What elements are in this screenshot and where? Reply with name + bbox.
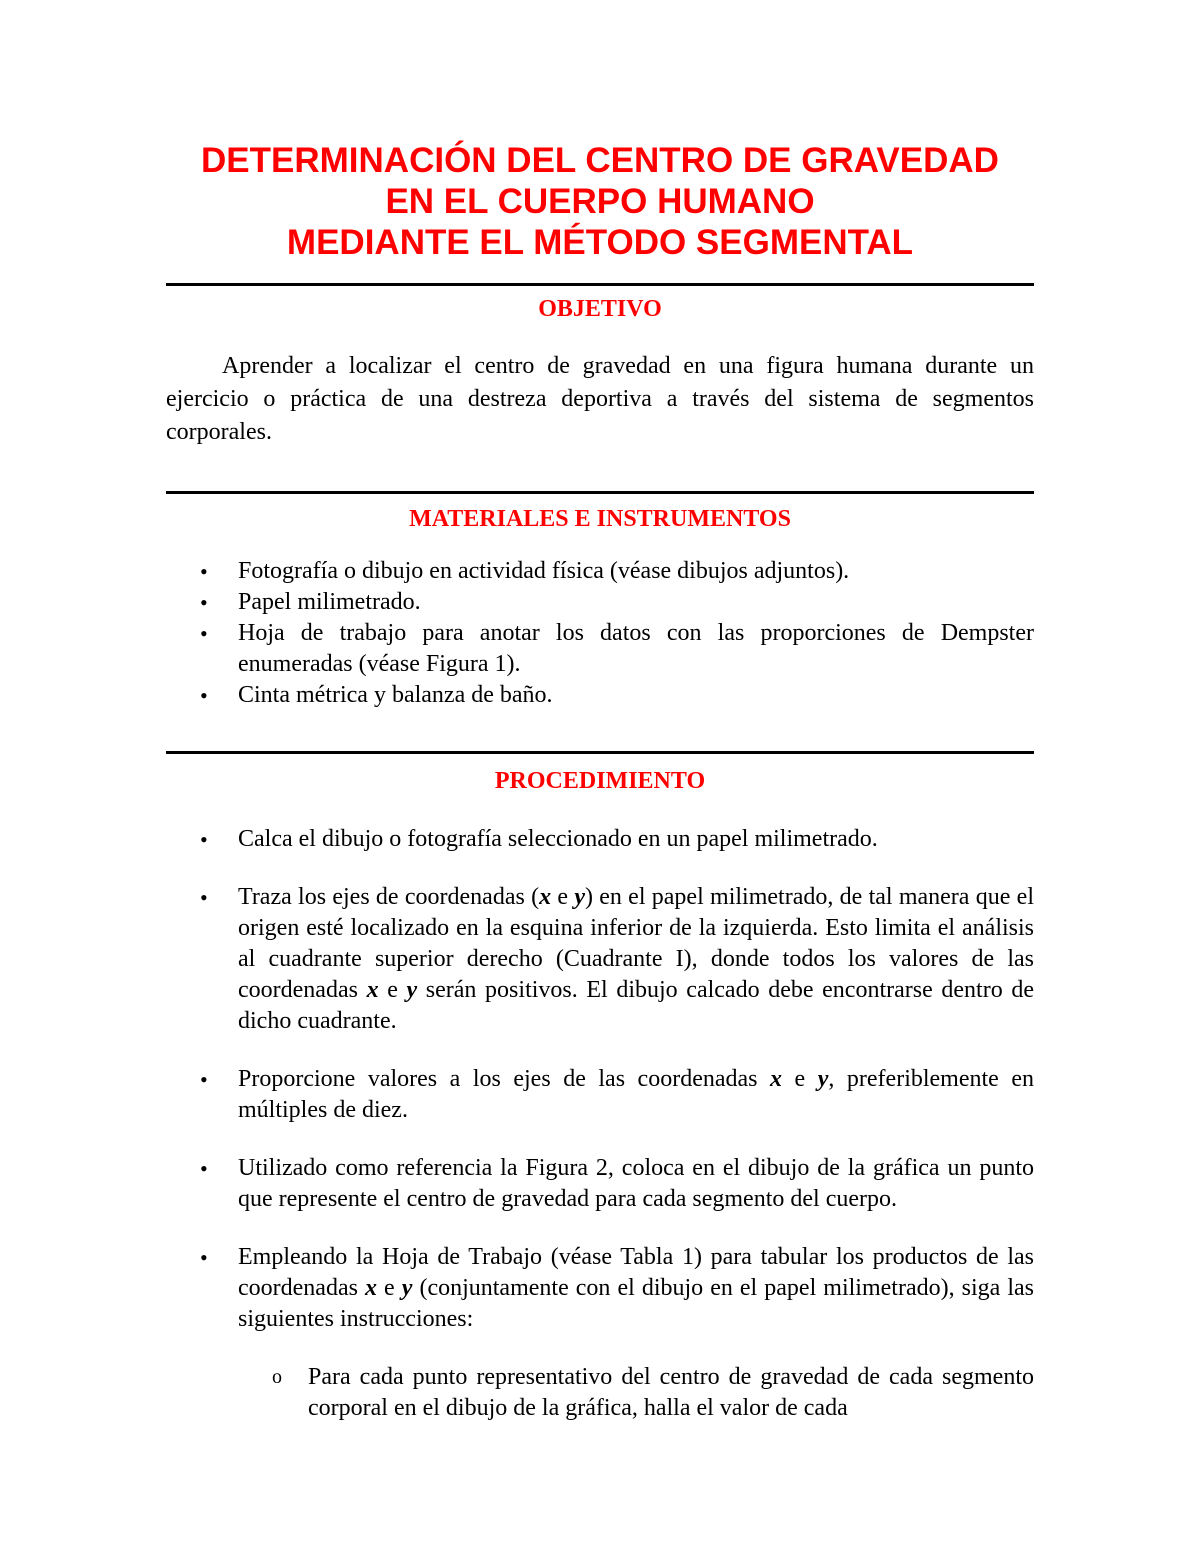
step-text: , preferiblemente en múltiples de diez. [238, 1066, 1034, 1123]
document-title [166, 140, 1034, 263]
variable-y: y [401, 1275, 413, 1301]
section-divider [166, 491, 1034, 494]
circle-bullet-icon: o [272, 1366, 282, 1388]
variable-x: x [539, 884, 552, 910]
bullet-icon: • [200, 590, 208, 615]
procedimiento-list [166, 824, 1034, 1424]
step-text: Proporcione valores a los ejes de las coordenadas [238, 1066, 771, 1092]
sub-list-item [238, 1362, 1034, 1424]
bullet-icon: • [200, 885, 208, 910]
list-item-text: Papel milimetrado. [238, 589, 421, 615]
sub-item-text: Para cada punto representativo del centro de gravedad de cada segmento corporal en el dibujo de la gráfica, halla el valor de cada [308, 1364, 1034, 1421]
materiales-list [166, 556, 1034, 711]
section-divider [166, 751, 1034, 754]
objetivo-heading: OBJETIVO [538, 296, 662, 322]
step-text: e [551, 884, 575, 910]
list-item [166, 587, 1034, 618]
procedure-step [166, 1153, 1034, 1215]
variable-y: y [406, 977, 418, 1003]
list-item [166, 618, 1034, 680]
variable-y: y [574, 884, 585, 910]
materiales-heading: MATERIALES E INSTRUMENTOS [409, 506, 791, 532]
step-text: e [378, 977, 407, 1003]
step-text: Calca el dibujo o fotografía seleccionado en un papel milimetrado. [238, 826, 878, 852]
step-text: (conjuntamente con el dibujo en el papel milimetrado), siga las siguientes instrucciones: [238, 1275, 1034, 1332]
list-item [166, 680, 1034, 711]
bullet-icon: • [200, 827, 208, 852]
bullet-icon: • [200, 621, 208, 646]
step-text: serán positivos. El dibujo calcado debe encontrarse dentro de dicho cuadrante. [238, 977, 1034, 1034]
variable-y: y [817, 1066, 829, 1092]
list-item-text: Cinta métrica y balanza de baño. [238, 682, 553, 708]
document-page [166, 140, 1034, 1424]
variable-x: x [366, 977, 379, 1003]
bullet-icon: • [200, 1156, 208, 1181]
procedure-step [166, 824, 1034, 855]
procedimiento-heading: PROCEDIMIENTO [494, 768, 706, 794]
bullet-icon: • [200, 1245, 208, 1270]
title-line-2: EN EL CUERPO HUMANO [385, 182, 815, 221]
title-line-1: DETERMINACIÓN DEL CENTRO DE GRAVEDAD [201, 141, 999, 180]
step-text: e [377, 1275, 402, 1301]
section-divider [166, 283, 1034, 286]
list-item-text: Hoja de trabajo para anotar los datos con las proporciones de Dempster enumeradas (véase Figura 1). [238, 620, 1034, 677]
bullet-icon: • [200, 559, 208, 584]
procedure-step [166, 1242, 1034, 1424]
sub-instructions-list [238, 1362, 1034, 1424]
step-text: ) en el papel milimetrado, de tal manera que el origen esté localizado en la esquina inferior de la izquierda. Esto limita el análisis al cuadrante superior derecho (Cuadrante I), donde todos los valores de las coordenadas [238, 884, 1034, 1003]
step-text: e [782, 1066, 818, 1092]
step-text: Utilizado como referencia la Figura 2, coloca en el dibujo de la gráfica un punto que represente el centro de gravedad para cada segmento del cuerpo. [238, 1155, 1034, 1212]
bullet-icon: • [200, 1067, 208, 1092]
step-text: Empleando la Hoja de Trabajo (véase Tabla 1) para tabular los productos de las coordenadas [238, 1244, 1034, 1301]
list-item-text: Fotografía o dibujo en actividad física (véase dibujos adjuntos). [238, 558, 850, 584]
procedure-step [166, 1064, 1034, 1126]
objetivo-paragraph: Aprender a localizar el centro de gravedad en una figura humana durante un ejercicio o práctica de una destreza deportiva a través del sistema de segmentos corporales. [166, 353, 1034, 445]
title-line-3: MEDIANTE EL MÉTODO SEGMENTAL [286, 223, 914, 262]
variable-x: x [365, 1275, 377, 1301]
procedure-step [166, 882, 1034, 1037]
list-item [166, 556, 1034, 587]
variable-x: x [770, 1066, 783, 1092]
bullet-icon: • [200, 683, 208, 708]
step-text: Traza los ejes de coordenadas ( [238, 884, 540, 910]
